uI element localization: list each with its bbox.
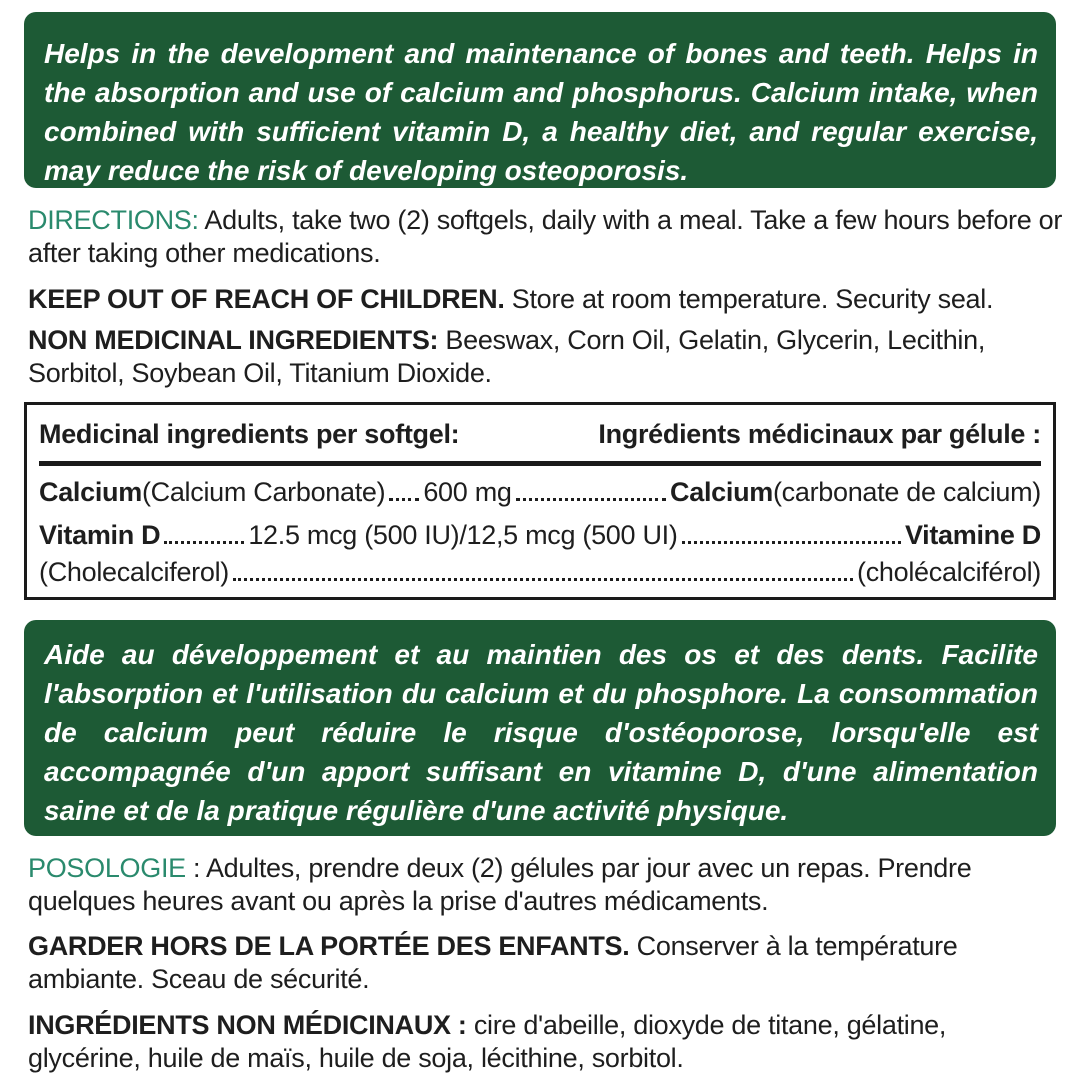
leader-dots (233, 578, 853, 581)
english-nmi-label: NON MEDICINAL INGREDIENTS: (28, 325, 439, 355)
leader-dots (164, 541, 244, 544)
vitd-name-en: Vitamin D (39, 520, 161, 550)
table-header-fr: Ingrédients médicinaux par gélule : (598, 419, 1041, 449)
calcium-amount: 600 mg (423, 477, 512, 507)
french-health-claim-text: Aide au développement et au maintien des os et des dents. Facilite l'absorption et l'utilisation du calcium et du phosphore. La consommation de calcium peut réduire le risque d'ostéoporose, lorsqu'elle est accompagnée d'un apport suffisant en vitamine D, d'une alimentation saine et de la pratique régulière d'une activité physique. (44, 639, 1038, 826)
table-row-cholecalciferol (39, 557, 1041, 588)
vitd-source-fr: (cholécalciférol) (857, 557, 1041, 587)
leader-dots (516, 498, 666, 501)
english-directions-text: Adults, take two (2) softgels, daily with a meal. Take a few hours before or after taking other medications. (28, 205, 1063, 268)
table-header (39, 419, 1041, 450)
french-warning (28, 930, 1064, 996)
english-warning-text: Store at room temperature. Security seal. (504, 284, 994, 314)
english-non-medicinal-ingredients (28, 324, 1064, 390)
french-warning-text: Conserver à la température ambiante. Sceau de sécurité. (28, 931, 958, 994)
calcium-source-en: (Calcium Carbonate) (141, 477, 386, 507)
english-nmi-text: Beeswax, Corn Oil, Gelatin, Glycerin, Lecithin, Sorbitol, Soybean Oil, Titanium Dioxide. (28, 325, 986, 388)
table-header-rule (39, 461, 1041, 466)
french-nmi-label: INGRÉDIENTS NON MÉDICINAUX : (28, 1010, 467, 1040)
english-directions (28, 204, 1064, 270)
leader-dots (389, 498, 419, 501)
vitd-amount: 12.5 mcg (500 IU)/12,5 mcg (500 UI) (248, 520, 678, 550)
french-directions-text: : Adultes, prendre deux (2) gélules par jour avec un repas. Prendre quelques heures avant ou après la prise d'autres médicaments. (28, 853, 972, 916)
leader-dots (682, 541, 901, 544)
english-health-claim-panel (24, 12, 1056, 188)
french-warning-label: GARDER HORS DE LA PORTÉE DES ENFANTS. (28, 931, 630, 961)
medicinal-ingredients-table (24, 402, 1056, 600)
french-nmi-text: cire d'abeille, dioxyde de titane, gélatine, glycérine, huile de maïs, huile de soja, lécithine, sorbitol. (28, 1010, 947, 1073)
english-directions-label: DIRECTIONS: (28, 205, 199, 235)
french-non-medicinal-ingredients (28, 1009, 1064, 1075)
calcium-name-en: Calcium (39, 477, 142, 507)
calcium-source-fr: (carbonate de calcium) (772, 477, 1041, 507)
vitd-source-en: (Cholecalciferol) (39, 557, 229, 587)
vitd-name-fr: Vitamine D (904, 520, 1041, 550)
table-header-en: Medicinal ingredients per softgel: (39, 419, 460, 449)
french-directions (28, 852, 1064, 918)
calcium-name-fr: Calcium (670, 477, 773, 507)
english-warning (28, 283, 1064, 316)
english-health-claim-text: Helps in the development and maintenance of bones and teeth. Helps in the absorption and use of calcium and phosphorus. Calcium intake, when combined with sufficient vitamin D, a healthy diet, and regular exercise, may reduce the risk of developing osteoporosis. (44, 38, 1038, 186)
english-warning-label: KEEP OUT OF REACH OF CHILDREN. (28, 284, 505, 314)
table-row-vitamin-d (39, 520, 1041, 551)
french-directions-label: POSOLOGIE (28, 853, 186, 883)
table-row-calcium (39, 477, 1041, 508)
french-health-claim-panel (24, 620, 1056, 836)
